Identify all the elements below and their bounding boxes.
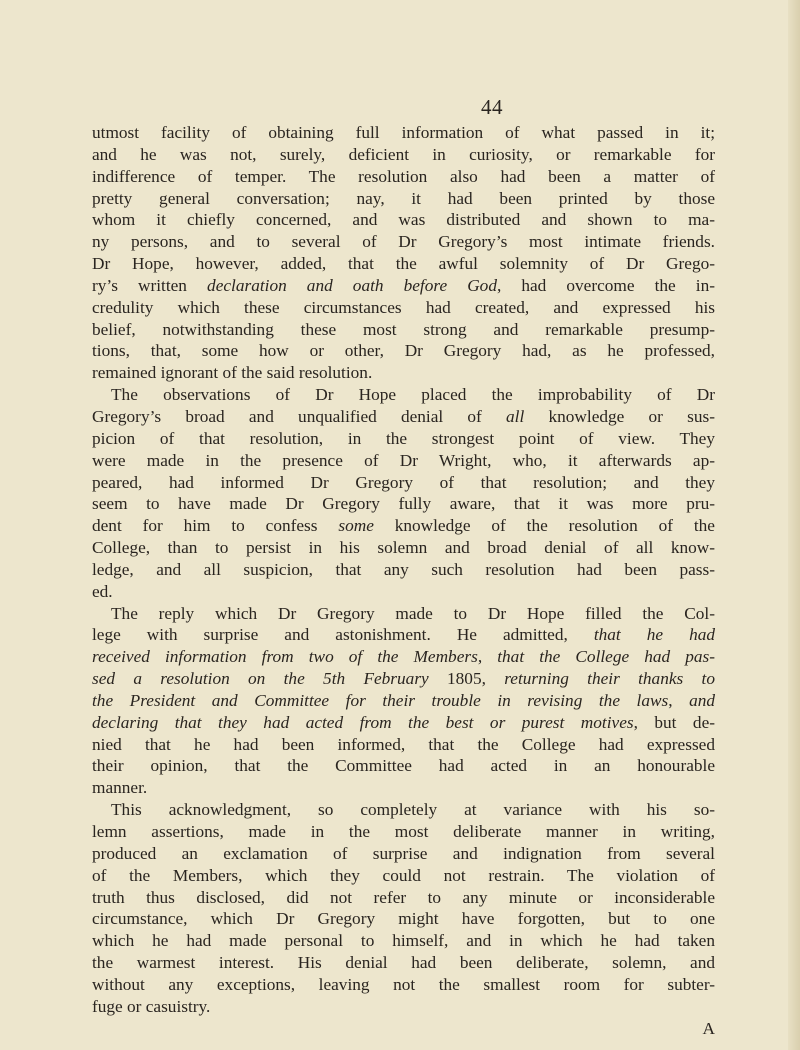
text-line (92, 253, 715, 275)
text-segment: seem to have made Dr Gregory fully aware, that it was more pru- (92, 494, 715, 514)
text-line (92, 908, 715, 930)
text-segment: belief, notwithstanding these most strong and remarkable presump- (92, 319, 715, 339)
text-line (92, 887, 715, 909)
text-segment: remained ignorant of the said resolution. (92, 363, 373, 383)
text-segment: ledge, and all suspicion, that any such resolution had been pass- (92, 559, 715, 579)
text-line (92, 755, 715, 777)
text-line (92, 799, 715, 821)
text-segment: produced an exclamation of surprise and indignation from several (92, 843, 715, 863)
italic-text: returning their thanks to (504, 669, 715, 689)
text-line (92, 930, 715, 952)
text-line (92, 450, 715, 472)
text-segment: and he was not, surely, deficient in curiosity, or remarkable for (92, 144, 715, 164)
text-segment: , (668, 690, 690, 710)
text-line (92, 319, 715, 341)
italic-text: declaring that they had acted from the best or purest motives (92, 712, 634, 732)
text-segment: The reply which Dr Gregory made to Dr Hope filled the Col- (111, 603, 715, 623)
text-segment: without any exceptions, leaving not the smallest room for subter- (92, 974, 715, 994)
text-line (92, 231, 715, 253)
italic-text: sed a resolution on the 5th February (92, 669, 429, 689)
text-line (92, 646, 715, 668)
text-line (92, 734, 715, 756)
catchword-line (92, 1018, 720, 1040)
text-segment: Dr Hope, however, added, that the awful solemnity of Dr Grego- (92, 254, 715, 274)
text-segment: circumstance, which Dr Gregory might have forgotten, but to one (92, 909, 715, 929)
text-line (92, 297, 715, 319)
italic-text: all (506, 406, 525, 426)
text-segment: Gregory’s broad and unqualified denial of (92, 406, 507, 426)
text-segment: were made in the presence of Dr Wright, who, it afterwards ap- (92, 450, 715, 470)
italic-text: some (338, 516, 374, 536)
text-line (92, 122, 715, 144)
text-segment: of the Members, which they could not restrain. The violation of (92, 865, 715, 885)
text-line (92, 188, 715, 210)
text-line (92, 428, 715, 450)
text-segment: knowledge or sus- (524, 406, 715, 426)
text-segment: lege with surprise and astonishment. He admitted, (92, 625, 594, 645)
text-segment: , (477, 647, 498, 667)
page-number: 44 (481, 95, 503, 119)
text-segment: fuge or casuistry. (92, 996, 211, 1016)
text-line (92, 144, 715, 166)
text-segment: peared, had informed Dr Gregory of that resolution; and they (92, 472, 715, 492)
text-segment: manner. (92, 778, 148, 798)
text-line (92, 472, 715, 494)
italic-text: declaration and oath before God (207, 275, 497, 295)
italic-text: received information from two of the Members (92, 647, 478, 667)
text-line (92, 209, 715, 231)
text-segment: which he had made personal to himself, and in which he had taken (92, 931, 715, 951)
text-segment: credulity which these circumstances had created, and expressed his (92, 297, 715, 317)
text-segment: ny persons, and to several of Dr Gregory’s most intimate friends. (92, 232, 715, 252)
text-segment: This acknowledgment, so completely at variance with his so- (111, 800, 715, 820)
text-line (92, 668, 715, 690)
text-segment: , had overcome the in- (496, 275, 716, 295)
italic-text: that the College had pas- (497, 647, 715, 667)
text-segment: nied that he had been informed, that the College had expressed (92, 734, 715, 754)
text-line (92, 559, 715, 581)
italic-text: and (689, 690, 716, 710)
text-segment: lemn assertions, made in the most deliberate manner in writing, (92, 822, 715, 841)
text-segment: knowledge of the resolution of the (373, 516, 715, 536)
page-edge (788, 0, 800, 1050)
text-segment: dent for him to confess (92, 516, 339, 536)
text-segment: truth thus disclosed, did not refer to any minute or inconsiderable (92, 887, 715, 907)
text-line (92, 952, 715, 974)
italic-text: the President and Committee for their trouble in revising the laws (92, 690, 669, 710)
text-line (92, 362, 715, 384)
text-line (92, 996, 715, 1018)
text-segment: tions, that, some how or other, Dr Gregory had, as he professed, (92, 341, 715, 361)
text-line (92, 843, 715, 865)
text-segment: The observations of Dr Hope placed the improbability of Dr (111, 385, 715, 405)
text-segment: , but de- (633, 712, 715, 732)
text-line (92, 865, 715, 887)
text-segment: picion of that resolution, in the strongest point of view. They (92, 428, 715, 448)
text-line (92, 777, 715, 799)
text-line (92, 340, 715, 362)
text-segment: their opinion, that the Committee had acted in an honourable (92, 756, 715, 776)
text-segment: 1805, (428, 669, 505, 689)
text-segment: indifference of temper. The resolution also had been a matter of (92, 166, 715, 186)
text-line (92, 603, 715, 625)
text-segment: utmost facility of obtaining full information of what passed in it; (92, 123, 715, 142)
text-line (92, 581, 715, 603)
text-line (92, 537, 715, 559)
text-line (92, 493, 715, 515)
text-segment: College, than to persist in his solemn and broad denial of all know- (92, 538, 715, 558)
text-segment: ed. (92, 581, 113, 601)
italic-text: that he had (593, 625, 715, 645)
text-segment: whom it chiefly concerned, and was distributed and shown to ma- (92, 210, 715, 230)
text-line (92, 406, 715, 428)
text-line (92, 624, 715, 646)
text-line (92, 275, 715, 297)
text-line (92, 712, 715, 734)
text-line (92, 974, 715, 996)
text-segment: pretty general conversation; nay, it had been printed by those (92, 188, 715, 208)
text-line (92, 690, 715, 712)
text-line (92, 166, 715, 188)
body-text (92, 122, 715, 1018)
text-line (92, 821, 715, 843)
text-segment: the warmest interest. His denial had been deliberate, solemn, and (92, 953, 715, 973)
catchword: A (702, 1018, 715, 1038)
text-segment: ry’s written (92, 275, 208, 295)
text-line (92, 384, 715, 406)
text-line (92, 515, 715, 537)
